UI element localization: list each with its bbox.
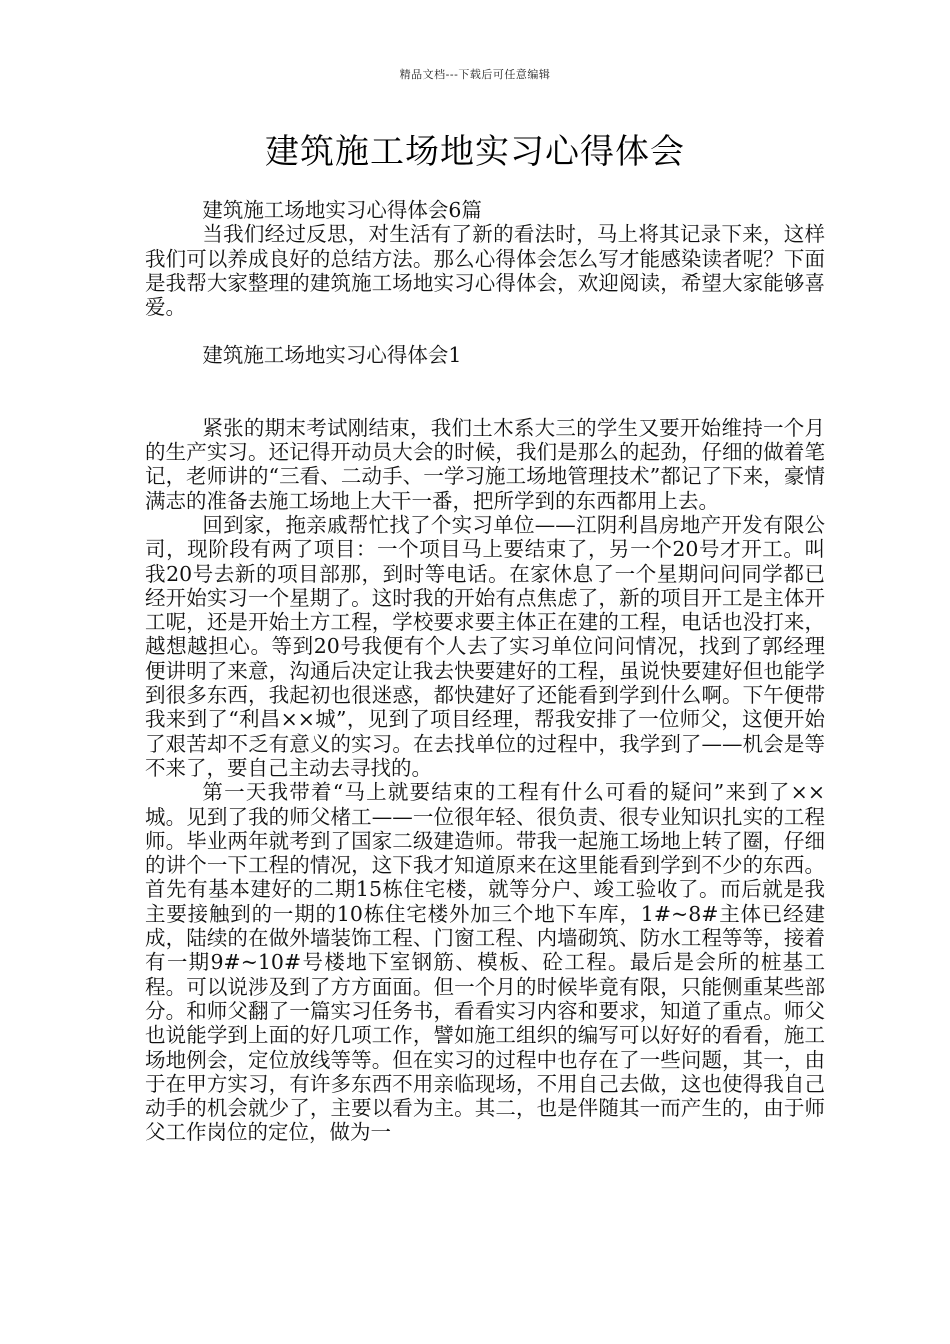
spacer xyxy=(145,392,825,416)
section-heading: 建筑施工场地实习心得体会1 xyxy=(202,343,462,368)
body-paragraph: 紧张的期末考试刚结束，我们土木系大三的学生又要开始维持一个月的生产实习。还记得开动员大会的时候，我们是那么的起劲，仔细的做着笔记，老师讲的“三看、二动手、一学习施工场地管理技术”都记了下来，豪情满志的准备去施工场地上大干一番，把所学到的东西都用上去。 xyxy=(145,415,825,513)
spacer xyxy=(145,319,825,343)
document-title: 建筑施工场地实习心得体会 xyxy=(265,132,685,172)
body-paragraph: 第一天我带着“马上就要结束的工程有什么可看的疑问”来到了××城。见到了我的师父楮工——一位很年轻、很负责、很专业知识扎实的工程师。毕业两年就考到了国家二级建造师。带我一起施工场地上转了圈，仔细的讲个一下工程的情况，这下我才知道原来在这里能看到学到不少的东西。首先有基本建好的二期15栋住宅楼，就等分户、竣工验收了。而后就是我主要接触到的一期的10栋住宅楼外加三个地下车库，1#~8#主体已经建成，陆续的在做外墙装饰工程、门窗工程、内墙砌筑、防水工程等等，接着有一期9#~10#号楼地下室钢筋、模板、砼工程。最后是会所的桩基工程。可以说涉及到了方方面面。但一个月的时候毕竟有限，只能侧重某些部分。和师父翻了一篇实习任务书，看看实习内容和要求，知道了重点。师父也说能学到上面的好几项工作，譬如施工组织的编写可以好好的看看，施工场地例会，定位放线等等。但在实习的过程中也存在了一些问题，其一，由于在甲方实习，有许多东西不用亲临现场，不用自己去做，这也使得我自己动手的机会就少了，主要以看为主。其二，也是伴随其一而产生的，由于师父工作岗位的定位，做为一 xyxy=(145,780,825,1145)
subtitle-line: 建筑施工场地实习心得体会6篇 xyxy=(202,198,482,222)
document-body xyxy=(145,198,825,1145)
header-note: 精品文档---下载后可任意编辑 xyxy=(399,68,551,81)
spacer xyxy=(145,368,825,392)
body-paragraph: 回到家，拖亲戚帮忙找了个实习单位——江阴利昌房地产开发有限公司，现阶段有两了项目：一个项目马上要结束了，另一个20号才开工。叫我20号去新的项目部那，到时等电话。在家休息了一个星期问问同学都已经开始实习一个星期了。这时我的开始有点焦虑了，新的项目开工是主体开工呢，还是开始土方工程，学校要求要主体正在建的工程，电话也没打来，越想越担心。等到20号我便有个人去了实习单位问问情况，找到了郭经理便讲明了来意，沟通后决定让我去快要建好的工程，虽说快要建好但也能学到很多东西，我起初也很迷惑，都快建好了还能看到学到什么啊。下午便带我来到了“利昌××城”，见到了项目经理，帮我安排了一位师父，这便开始了艰苦却不乏有意义的实习。在去找单位的过程中，我学到了——机会是等不来了，要自己主动去寻找的。 xyxy=(145,512,825,780)
intro-paragraph: 当我们经过反思，对生活有了新的看法时，马上将其记录下来，这样我们可以养成良好的总结方法。那么心得体会怎么写才能感染读者呢？下面是我帮大家整理的建筑施工场地实习心得体会，欢迎阅读，希望大家能够喜爱。 xyxy=(145,222,825,320)
